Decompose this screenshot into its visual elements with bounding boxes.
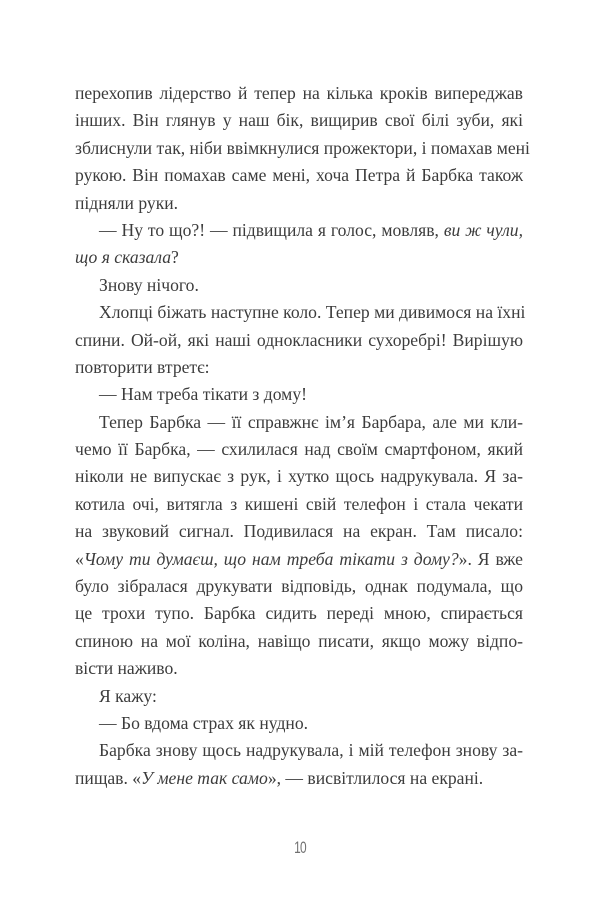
text-line [75, 107, 523, 134]
text-segment: пищав. « [75, 767, 142, 788]
text-segment: — Бо вдома страх як нудно. [99, 712, 309, 733]
text-line [75, 80, 523, 107]
text-segment: ». Я вже [458, 548, 523, 569]
italic-text-segment: Чому ти думаєш, що нам треба тікати з дому? [83, 548, 459, 569]
text-segment: вісти наживо. [75, 658, 178, 679]
text-line [75, 683, 523, 710]
text-segment: інших. Він глянув у наш бік, вищирив свої білі зуби, які [75, 110, 523, 131]
text-line [75, 436, 523, 463]
text-line [75, 244, 523, 271]
text-segment: зблиснули так, ніби ввімкнулися прожектори, і помахав мені [75, 137, 530, 158]
text-segment: ніколи не випускає з рук, і хутко щось надрукувала. Я за- [75, 466, 523, 487]
text-line [75, 381, 523, 408]
text-line [75, 600, 523, 627]
text-segment: « [75, 548, 84, 569]
text-segment: підняли руки. [75, 192, 179, 213]
text-line [75, 710, 523, 737]
text-segment: котила очі, витягла з кишені свій телефон і стала чекати [75, 493, 523, 514]
text-segment: чемо її Барбка, — схилилася над своїм смартфоном, який [75, 439, 523, 460]
text-line [75, 518, 523, 545]
text-line [75, 737, 523, 764]
text-segment: Барбка знову щось надрукувала, і мій телефон знову за- [99, 740, 523, 761]
text-line [75, 628, 523, 655]
text-line [75, 573, 523, 600]
text-line [75, 491, 523, 518]
text-segment: було зібралася друкувати відповідь, однак подумала, що [75, 576, 523, 597]
text-line [75, 135, 530, 162]
text-line [75, 190, 523, 217]
page-number: 10 [294, 838, 306, 857]
text-line [75, 162, 523, 189]
text-line [75, 546, 523, 573]
text-segment: спини. Ой-ой, які наші однокласники сухоребрі! Вирішую [75, 329, 523, 350]
text-segment: Тепер Барбка — її справжнє ім’я Барбара, але ми кли- [99, 411, 523, 432]
text-segment: це трохи тупо. Барбка сидить переді мною, спирається [75, 603, 523, 624]
page-body-text [75, 80, 530, 792]
text-segment: », — висвітлилося на екрані. [267, 767, 484, 788]
text-line [75, 327, 523, 354]
text-segment: Я кажу: [99, 685, 157, 706]
text-segment: перехопив лідерство й тепер на кілька кроків випереджав [75, 83, 523, 103]
italic-text-segment: що я сказала [75, 247, 172, 268]
text-segment: спиною на мої коліна, навіщо писати, якщо можу відпо- [75, 630, 523, 651]
text-line [75, 655, 523, 682]
text-segment: — Ну то що?! — підвищила я голос, мовляв, [99, 219, 444, 240]
italic-text-segment: ви ж чули, [443, 219, 524, 240]
text-segment: Знову нічого. [99, 274, 199, 295]
text-segment: на звуковий сигнал. Подивилася на екран. Там писало: [75, 521, 523, 542]
text-line [75, 409, 523, 436]
text-segment: повторити втретє: [75, 356, 210, 377]
text-segment: — Нам треба тікати з дому! [99, 384, 307, 405]
text-segment: рукою. Він помахав саме мені, хоча Петра й Барбка також [75, 165, 523, 186]
text-line [75, 299, 526, 326]
text-line [75, 765, 523, 792]
text-line [75, 354, 523, 381]
text-segment: Хлопці біжать наступне коло. Тепер ми дивимося на їхні [99, 302, 526, 323]
text-line [75, 217, 523, 244]
text-segment: ? [171, 247, 179, 268]
text-line [75, 272, 523, 299]
text-line [75, 463, 523, 490]
italic-text-segment: У мене так само [141, 767, 268, 788]
